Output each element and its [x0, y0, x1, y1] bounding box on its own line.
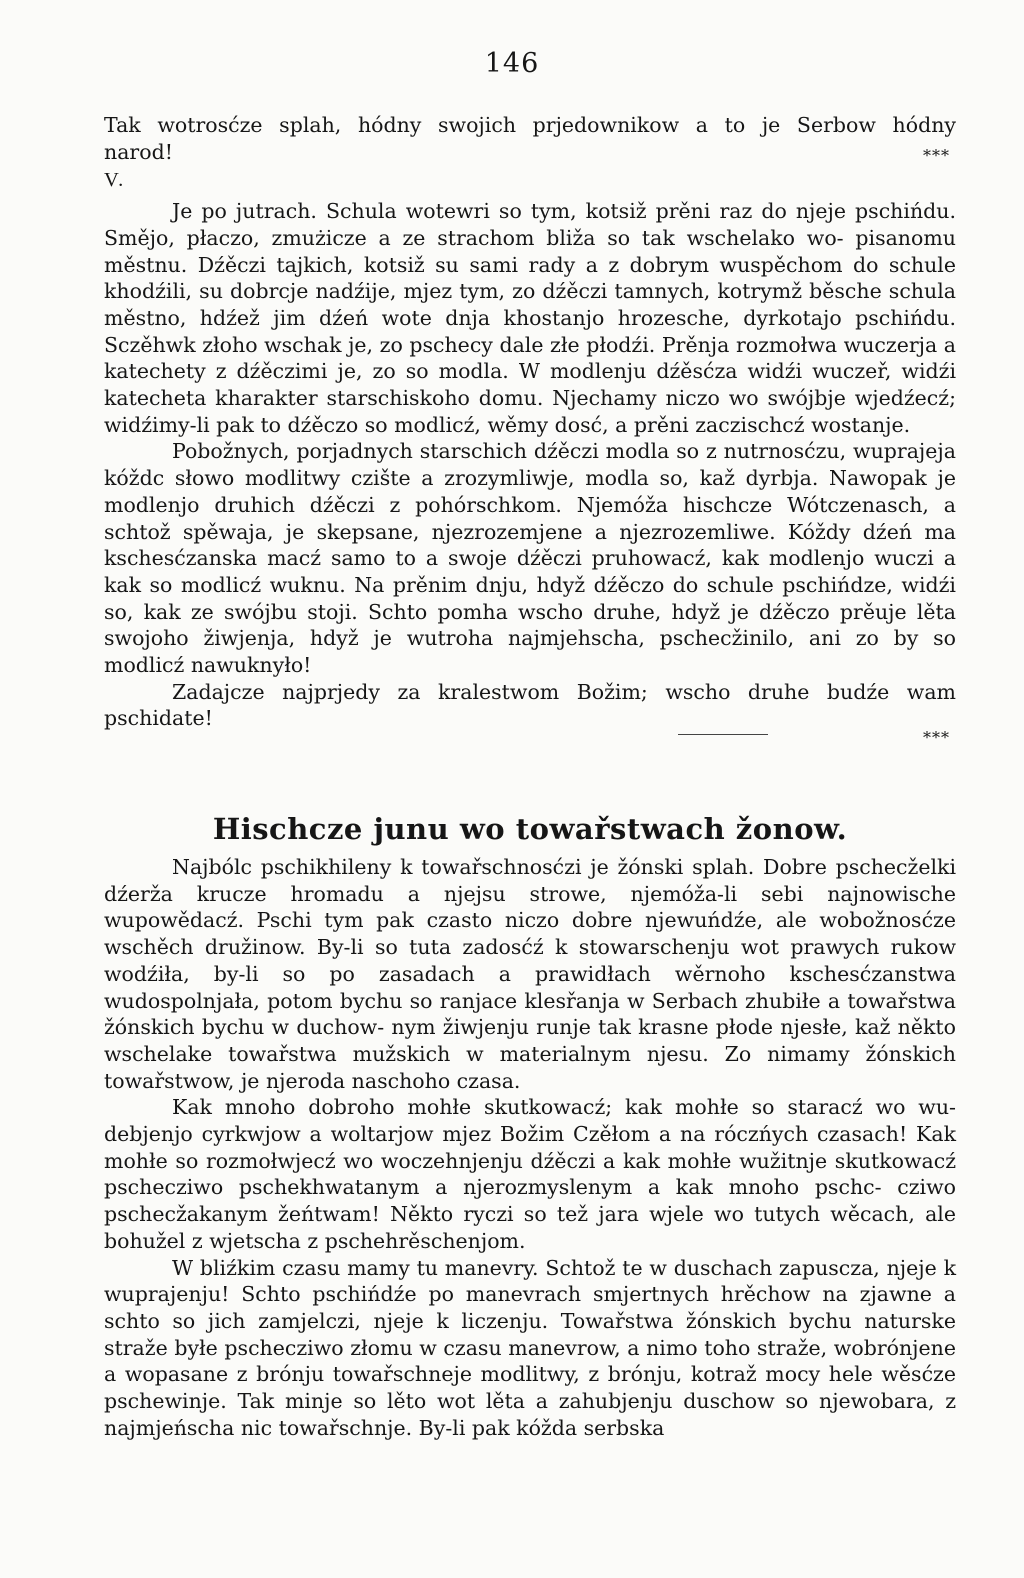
tail-row [104, 139, 956, 166]
article-heading: Hischcze junu wo towařstwach žonow. [212, 812, 848, 846]
paragraph: Pobožnych, porjadnych starschich dźěczi modla so z nutrnosćzu, wuprajeja kóždc słowo modlitwy czište a zrozymliwje, modla so, kaž dyrbja. Nawopak je modlenjo druhich dźěczi z pohórschkom. Njemóža hischcze Wótczenasch, a schtož spěwaja, je skepsane, njezrozemjene a njezrozemliwe. Kóždy dźeń ma kschesćzanska macź samo to a swoje dźěczi pruhowacź, kak modlenjo wuczi a kak so modlicź wuknu. Na prěnim dnju, hdyž dźěczo do schule pschińdze, widźi so, kak ze swójbu stoji. Schto pomha wscho druhe, hdyž je dźěczo prěuje lěta swojoho žiwjenja, hdyž je wutroha najmjehscha, pschecžinilo, ani zo by so modlicź nawuknyło! [104, 439, 956, 678]
separator-stars: *** [923, 728, 950, 748]
paragraph: Najbólc pschikhileny k towařschnosćzi je žónski splah. Dobre pschecželki dźerža krucze hromadu a njejsu strowe, njemóža-li sebi najnowische wupowědacź. Pschi tym pak czasto niczo dobre njewuńdźe, ale wobožnosćze wschěch družinow. By-li so tuta zadosćź k stowarschenju wot prawych rukow wodźiła, by-li so po zasadach a prawidłach wěrnoho kschesćzanstwa wudospolnjała, potom bychu so ranjace klesřanja w Serbach zhubiłe a towařstwa žónskich bychu w duchow- nym žiwjenju runje tak krasne płode njesłe, kaž někto wschelake towařstwa mužskich w materialnym njesu. Zo nimamy žónskich towařstwow, je njeroda naschoho czasa. [104, 855, 956, 1093]
previous-text-end: narod! [104, 139, 173, 164]
separator-rule [678, 734, 768, 735]
paragraph: W bliźkim czasu mamy tu manevry. Schtož te w duschach zapuscza, njeje k wuprajenju! Schto pschińdźe po manevrach smjertnych hrěchow na zjawne a schto so jich zamjelczi, njeje k liczenju. Towařstwa žónskich bychu naturske straže byłe pschecziwo złomu w czasu manevrow, a nimo toho straže, wobrónjene a wopasane z brónju towařschneje modlitwy, z brónju, kotraž mocy hele wěsćze pschewinje. Tak minje so lěto wot lěta a zahubjenju duschow so njewobara, z najmjeńscha nic towařschnje. By-li pak kóžda serbska [104, 1255, 956, 1440]
page-number: 146 [484, 48, 540, 79]
separator-stars: *** [923, 146, 950, 166]
paragraph: Zadajcze najprjedy za kralestwom Božim; wscho druhe budźe wam pschidate! [104, 679, 956, 731]
closing-separator [104, 728, 956, 747]
section-v [104, 112, 956, 747]
article-women-societies [104, 812, 956, 1441]
paragraph: Je po jutrach. Schula wotewri so tym, kotsiž prěni raz do njeje pschińdu. Smějo, płaczo, zmużicze a ze strachom bliža so tak wschelako wo- pisanomu městnu. Dźěczi tajkich, kotsiž su sami rady a z dobrym wuspěchom do schule khodźili, su dobrcje nadźije, mjez tym, zo dźěczi tamnych, kotrymž běsche schula městno, hdźež jim dźeń wote dnja khostanjo hrozesche, dyrkotajo pschińdu. Sczěhwk złoho wschak je, zo pschecy dale złe płodźi. Prěnja rozmołwa wuczerja a katechety z dźěczimi je, zo so modla. W modlenju dźěsćza widźi wuczeř, widźi katecheta kharakter starschiskoho domu. Njechamy niczo wo swójbje wjedźecź; widźimy-li pak to dźěczo so modlicź, wěmy dosć, a prěni zaczischcź wostanje. [104, 199, 956, 437]
section-numeral: V. [104, 169, 126, 192]
paragraph: Kak mnoho dobroho mohłe skutkowacź; kak mohłe so staracź wo wu- debjenjo cyrkwjow a woltarjow mjez Božim Czěłom a na róczńych czasach! Kak mohłe so rozmołwjecź wo woczehnjenju dźěczi a kak mohłe wužitnje skutkowacź pschecziwo pschekhwatanym a njerozmyslenym a kak mnoho pschc- cziwo pschecžakanym žeńtwam! Někto ryczi so tež jara wjele wo tutych wěcach, ale bohužel z wjetscha z pschehrěschenjom. [104, 1095, 956, 1253]
previous-text-tail: Tak wotrosćze splah, hódny swojich prjedownikow a to je Serbow hódny [104, 113, 956, 137]
